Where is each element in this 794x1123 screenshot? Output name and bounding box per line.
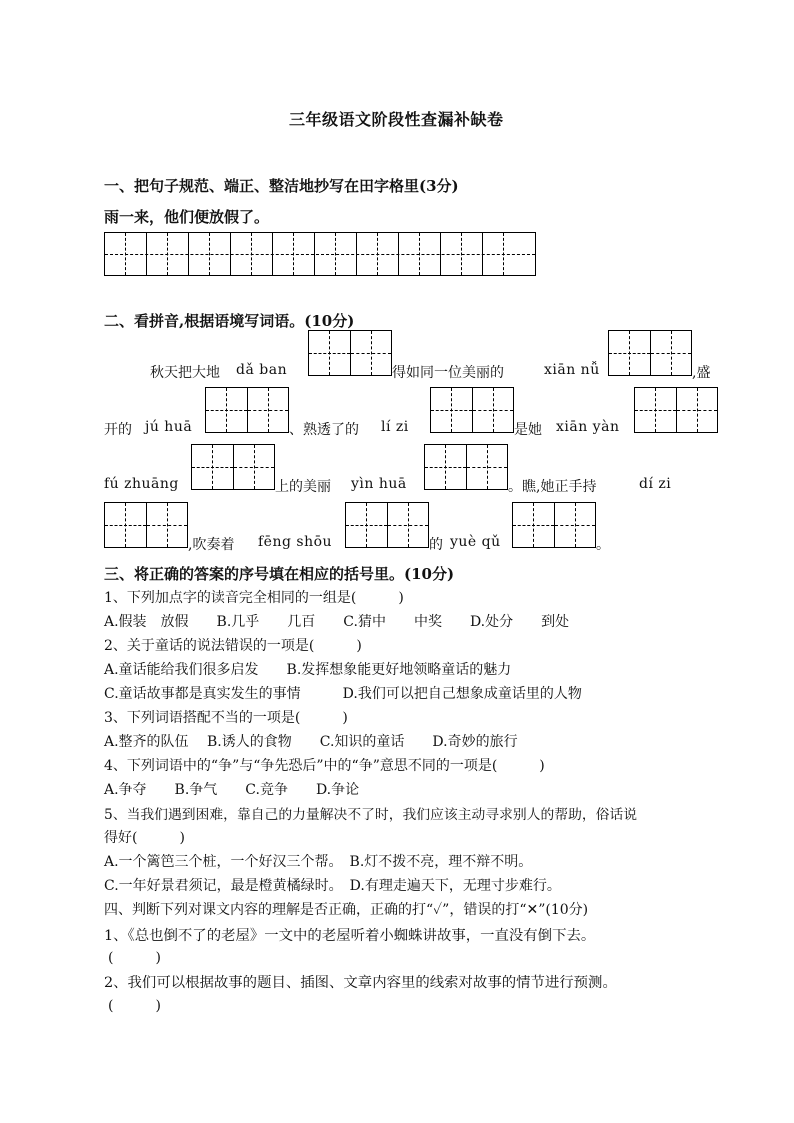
section-1-heading: 一、把句子规范、端正、整洁地抄写在田字格里(3分) [104,177,459,195]
passage-text: 。瞧,她正手持 [508,479,597,495]
pinyin-dizi: dí zi [639,476,672,492]
pinyin-lizi: lí zi [381,419,409,435]
answer-box-yuequ[interactable] [512,502,596,548]
judge-question-1: 1、《总也倒不了的老屋》一文中的老屋听着小蜘蛛讲故事，一直没有倒下去。 [104,928,596,944]
answer-box-daban[interactable] [308,330,392,376]
answer-box-fuzhuang[interactable] [191,444,275,490]
pinyin-juhua: jú huā [145,419,193,435]
passage-text: 得如同一位美丽的 [392,365,504,381]
section-3-heading: 三、将正确的答案的序号填在相应的括号里。(10分) [104,565,455,583]
question-4-options: A.争夺 B.争气 C.竞争 D.争论 [104,782,360,798]
question-4: 4、下列词语中的“争”与“争先恐后”中的“争”意思不同的一项是( ) [104,758,545,774]
question-5-options: C.一年好景君须记，最是橙黄橘绿时。 D.有理走遍天下，无理寸步难行。 [104,878,561,894]
question-1: 1、下列加点字的读音完全相同的一组是( ) [104,590,404,606]
answer-box-dizi[interactable] [104,502,188,548]
question-5: 5、当我们遇到困难，靠自己的力量解决不了时，我们应该主动寻求别人的帮助，俗话说 [104,807,638,823]
section-2-heading: 二、看拼音,根据语境写词语。(10分) [104,312,355,330]
passage-text: 秋天把大地 [150,365,220,381]
answer-box-xianyan[interactable] [634,387,718,433]
answer-box-lizi[interactable] [430,387,514,433]
answer-box-xiannv[interactable] [608,330,692,376]
pinyin-yinhua: yìn huā [351,476,407,492]
judge-question-2: 2、我们可以根据故事的题目、插图、文章内容里的线索对故事的情节进行预测。 [104,975,617,991]
copy-sentence: 雨一来，他们便放假了。 [104,208,270,226]
pinyin-fengshou: fēng shōu [258,534,333,550]
passage-text: 开的 [104,422,132,438]
passage-text: ,盛 [692,365,711,381]
question-2-options: C.童话故事都是真实发生的事情 D.我们可以把自己想象成童话里的人物 [104,686,582,702]
answer-box-fengshou[interactable] [345,502,429,548]
judge-answer-2[interactable]: ( ) [108,998,161,1014]
pinyin-xiannv: xiān nǚ [544,362,600,378]
passage-text: 、熟透了的 [289,422,359,438]
question-5-cont: 得好( ) [104,830,185,846]
tianzige-grid[interactable] [104,232,536,276]
pinyin-daban: dǎ ban [236,362,288,378]
passage-text: 。 [596,537,610,553]
passage-text: 的 [429,537,443,553]
answer-box-juhua[interactable] [205,387,289,433]
passage-text: 是她 [514,422,542,438]
judge-answer-1[interactable]: ( ) [108,950,161,966]
pinyin-xianyan: xiān yàn [556,419,620,435]
pinyin-yuequ: yuè qǔ [450,534,501,550]
answer-box-yinhua[interactable] [424,444,508,490]
question-3: 3、下列词语搭配不当的一项是( ) [104,710,348,726]
passage-text: 上的美丽 [275,479,331,495]
passage-text: ,吹奏着 [188,537,235,553]
page-title: 三年级语文阶段性查漏补缺卷 [289,110,504,129]
pinyin-fuzhuang: fú zhuāng [104,476,179,492]
question-1-options: A.假装 放假 B.几乎 几百 C.猜中 中奖 D.处分 到处 [104,614,570,630]
question-2: 2、关于童话的说法错误的一项是( ) [104,638,362,654]
section-4-heading: 四、判断下列对课文内容的理解是否正确，正确的打“✓”，错误的打“✕”(10分) [104,902,589,918]
question-5-options: A.一个篱笆三个桩，一个好汉三个帮。 B.灯不拨不亮，理不辩不明。 [104,854,533,870]
question-2-options: A.童话能给我们很多启发 B.发挥想象能更好地领略童话的魅力 [104,662,512,678]
question-3-options: A.整齐的队伍 B.诱人的食物 C.知识的童话 D.奇妙的旅行 [104,734,518,750]
